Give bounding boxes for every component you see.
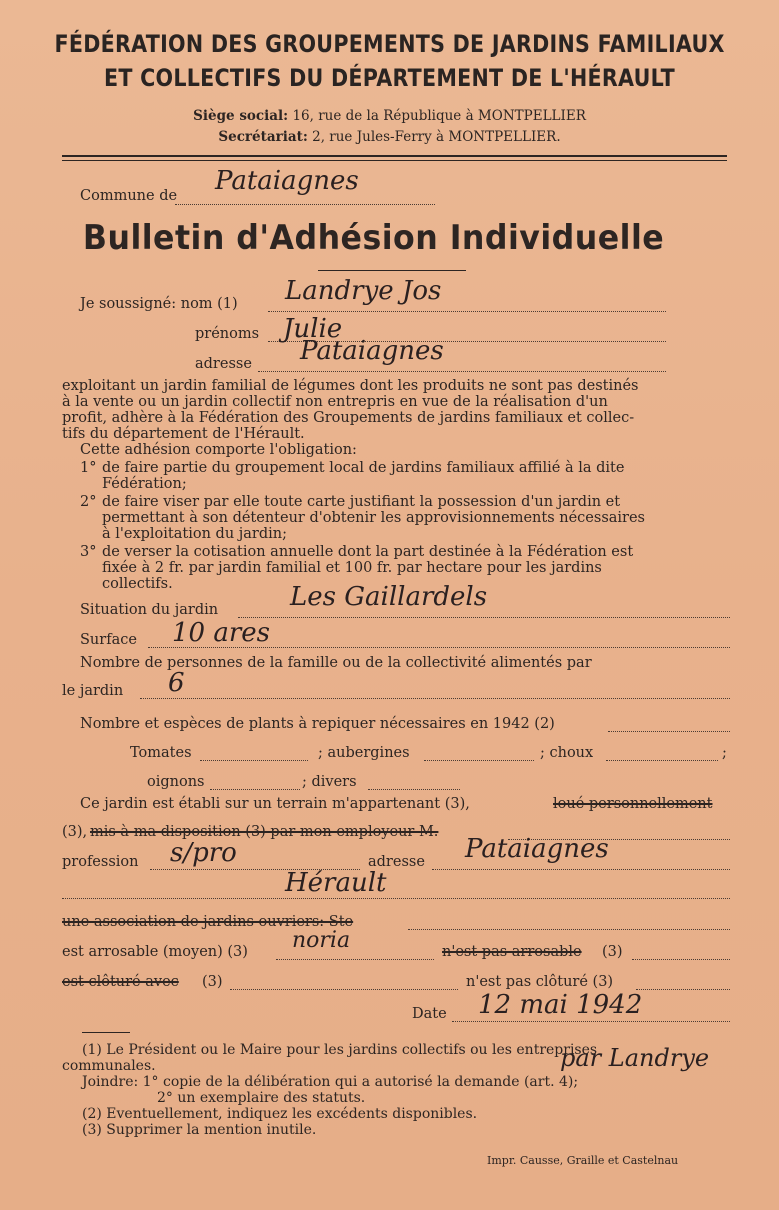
siege-social: [0, 108, 779, 124]
obligation-2-line-2: permettant à son détenteur d'obtenir les approvisionnements nécessaires: [102, 510, 645, 526]
nom-dots: [268, 311, 666, 312]
title-underline: [318, 270, 466, 271]
non-arrosable-dots: [632, 959, 730, 960]
situation-dots: [238, 617, 730, 618]
header-rule: [62, 155, 727, 157]
footnote-1: (1) Le Président ou le Maire pour les jardins collectifs ou les entreprises: [82, 1042, 598, 1058]
printer-credit: Impr. Causse, Graille et Castelnau: [487, 1154, 679, 1167]
divers-dots: [368, 789, 460, 790]
prenoms-handwritten: Julie: [283, 314, 343, 344]
cloture-struck: est clôturé avec: [62, 974, 179, 990]
divers-label: ; divers: [302, 774, 357, 790]
choux-label: ; choux: [540, 745, 594, 761]
body-line-5: Cette adhésion comporte l'obligation:: [80, 442, 357, 458]
plants-label: Nombre et espèces de plants à repiquer nécessaires en 1942 (2): [80, 716, 555, 732]
terrain-line2-prefix: (3),: [62, 824, 88, 840]
choux-dots: [606, 760, 718, 761]
non-cloture-label: n'est pas clôturé (3): [466, 974, 614, 990]
nombre-personnes-label-2: le jardin: [62, 683, 124, 699]
date-handwritten: 12 mai 1942: [478, 990, 643, 1020]
association-struck: une association de jardins ouvriers: Ste: [62, 914, 354, 930]
header-rule-thin: [62, 160, 727, 161]
terrain-extra-dots: [62, 898, 730, 899]
footnote-1-cont: communales.: [62, 1058, 156, 1074]
footnote-separator: [82, 1032, 130, 1033]
commune-label: Commune de: [80, 188, 178, 204]
date-dots: [452, 1021, 730, 1022]
loue-struck: loué personnellement: [553, 796, 713, 812]
secretariat-value: 2, rue Jules-Ferry à MONTPELLIER.: [312, 129, 561, 145]
obligation-2-line-3: à l'exploitation du jardin;: [102, 526, 287, 542]
prenoms-label: prénoms: [195, 326, 260, 342]
siege-value: 16, rue de la République à MONTPELLIER: [292, 108, 586, 124]
commune-dots: [175, 204, 435, 205]
terrain-extra-handwritten: Hérault: [285, 868, 387, 898]
obligation-2-line-1: de faire viser par elle toute carte justifiant la possession d'un jardin et: [102, 494, 621, 510]
arrosable-dots: [276, 959, 434, 960]
situation-handwritten: Les Gaillardels: [290, 582, 488, 612]
footnote-3: (3) Supprimer la mention inutile.: [82, 1122, 317, 1138]
mis-struck: mis à ma disposition (3) par mon employeur M.: [90, 824, 439, 840]
obligation-3-line-1: de verser la cotisation annuelle dont la part destinée à la Fédération est: [102, 544, 634, 560]
situation-label: Situation du jardin: [80, 602, 219, 618]
obligation-1-line-1: de faire partie du groupement local de jardins familiaux affilié à la dite: [102, 460, 625, 476]
footnote-joindre-2: 2° un exemplaire des statuts.: [157, 1090, 366, 1106]
siege-label: Siège social:: [193, 108, 289, 124]
surface-label: Surface: [80, 632, 137, 648]
adresse-label: adresse: [195, 356, 252, 372]
footnote-2: (2) Eventuellement, indiquez les excédents disponibles.: [82, 1106, 478, 1122]
body-line-3: profit, adhère à la Fédération des Groupements de jardins familiaux et collec-: [62, 410, 635, 426]
footnote-joindre-1: Joindre: 1° copie de la délibération qui a autorisé la demande (art. 4);: [82, 1074, 579, 1090]
federation-title-line2: ET COLLECTIFS DU DÉPARTEMENT DE L'HÉRAULT: [103, 64, 676, 92]
aubergines-label: ; aubergines: [318, 745, 410, 761]
plants-dots: [608, 731, 730, 732]
oignons-label: oignons: [147, 774, 205, 790]
terrain-line1: Ce jardin est établi sur un terrain m'appartenant (3),: [80, 796, 470, 812]
profession-label: profession: [62, 854, 139, 870]
secretariat: [0, 129, 779, 145]
aubergines-dots: [424, 760, 534, 761]
nombre-personnes-dots: [140, 698, 730, 699]
obligation-3-num: 3°: [80, 544, 97, 560]
date-label: Date: [412, 1006, 447, 1022]
body-line-1: exploitant un jardin familial de légumes dont les produits ne sont pas destinés: [62, 378, 639, 394]
non-arrosable-suffix: (3): [602, 944, 623, 960]
choux-semicolon: ;: [722, 745, 727, 761]
non-arrosable-struck: n'est pas arrosable: [442, 944, 582, 960]
adresse-handwritten: Pataiagnes: [300, 336, 444, 366]
body-line-4: tifs du département de l'Hérault.: [62, 426, 305, 442]
arrosable-handwritten: noria: [292, 928, 351, 953]
obligation-1-line-2: Fédération;: [102, 476, 187, 492]
nombre-personnes-handwritten: 6: [168, 668, 185, 698]
non-cloture-dots: [636, 989, 730, 990]
cloture-dots: [230, 989, 458, 990]
obligation-1-num: 1°: [80, 460, 97, 476]
nombre-personnes-label-1: Nombre de personnes de la famille ou de la collectivité alimentés par: [80, 655, 592, 671]
oignons-dots: [210, 789, 300, 790]
arrosable-label: est arrosable (moyen) (3): [62, 944, 248, 960]
commune-handwritten: Pataiagnes: [215, 166, 359, 196]
nom-handwritten: Landrye Jos: [285, 276, 442, 306]
secretariat-label: Secrétariat:: [218, 129, 308, 145]
adresse-dots: [258, 371, 666, 372]
association-dots: [408, 929, 730, 930]
federation-title-line1: FÉDÉRATION DES GROUPEMENTS DE JARDINS FAMILIAUX: [54, 30, 725, 58]
profession-handwritten: s/pro: [170, 838, 237, 868]
obligation-3-line-3: collectifs.: [102, 576, 173, 592]
cloture-suffix: (3): [202, 974, 223, 990]
tomates-label: Tomates: [130, 745, 192, 761]
signature-handwritten: par Landrye: [560, 1044, 710, 1072]
obligation-2-num: 2°: [80, 494, 97, 510]
bulletin-title: Bulletin d'Adhésion Individuelle: [82, 218, 665, 258]
surface-handwritten: 10 ares: [172, 618, 271, 648]
obligation-3-line-2: fixée à 2 fr. par jardin familial et 100 fr. par hectare pour les jardins: [102, 560, 602, 576]
tomates-dots: [200, 760, 308, 761]
body-line-2: à la vente ou un jardin collectif non entrepris en vue de la réalisation d'un: [62, 394, 608, 410]
nom-label: Je soussigné: nom (1): [80, 296, 238, 312]
terrain-adresse-dots: [432, 869, 730, 870]
terrain-adresse-label: adresse: [368, 854, 425, 870]
terrain-adresse-handwritten: Pataiagnes: [465, 834, 609, 864]
